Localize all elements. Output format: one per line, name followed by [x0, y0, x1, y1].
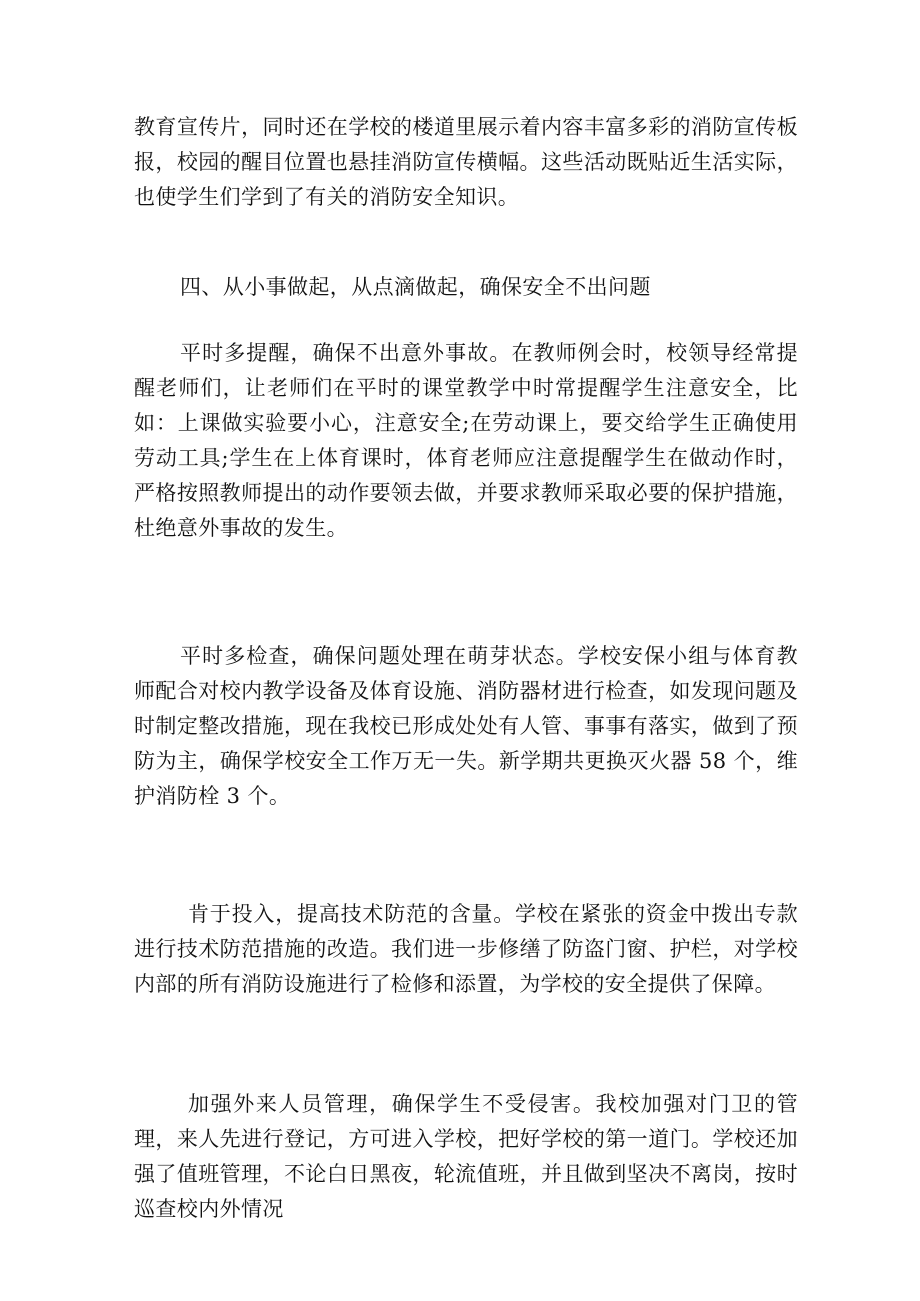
paragraph-visitor-management: 加强外来人员管理，确保学生不受侵害。我校加强对门卫的管理，来人先进行登记，方可进入学校，把好学校的第一道门。学校还加强了值班管理，不论白日黑夜，轮流值班，并且做到坚决不离岗，按时巡查校内外情况 [134, 1092, 798, 1221]
paragraph-reminders: 平时多提醒，确保不出意外事故。在教师例会时，校领导经常提醒老师们，让老师们在平时的课堂教学中时常提醒学生注意安全，比如：上课做实验要小心，注意安全;在劳动课上，要交给学生正确使用劳动工具;学生在上体育课时，体育老师应注意提醒学生在做动作时，严格按照教师提出的动作要领去做，并要求教师采取必要的保护措施，杜绝意外事故的发生。 [134, 341, 798, 540]
section-heading-four: 四、从小事做起，从点滴做起，确保安全不出问题 [180, 275, 651, 299]
paragraph-inspections: 平时多检查，确保问题处理在萌芽状态。学校安保小组与体育教师配合对校内教学设备及体育设施、消防器材进行检查，如发现问题及时制定整改措施，现在我校已形成处处有人管、事事有落实，做到了预防为主，确保学校安全工作万无一失。新学期共更换灭火器 58 个，维护消防栓 3 个。 [134, 644, 798, 808]
paragraph-investment: 肯于投入，提高技术防范的含量。学校在紧张的资金中拨出专款进行技术防范措施的改造。我们进一步修缮了防盗门窗、护栏，对学校内部的所有消防设施进行了检修和添置，为学校的安全提供了保障。 [134, 902, 798, 996]
paragraph-fire-propaganda: 教育宣传片，同时还在学校的楼道里展示着内容丰富多彩的消防宣传板报，校园的醒目位置也悬挂消防宣传横幅。这些活动既贴近生活实际，也使学生们学到了有关的消防安全知识。 [134, 115, 798, 209]
